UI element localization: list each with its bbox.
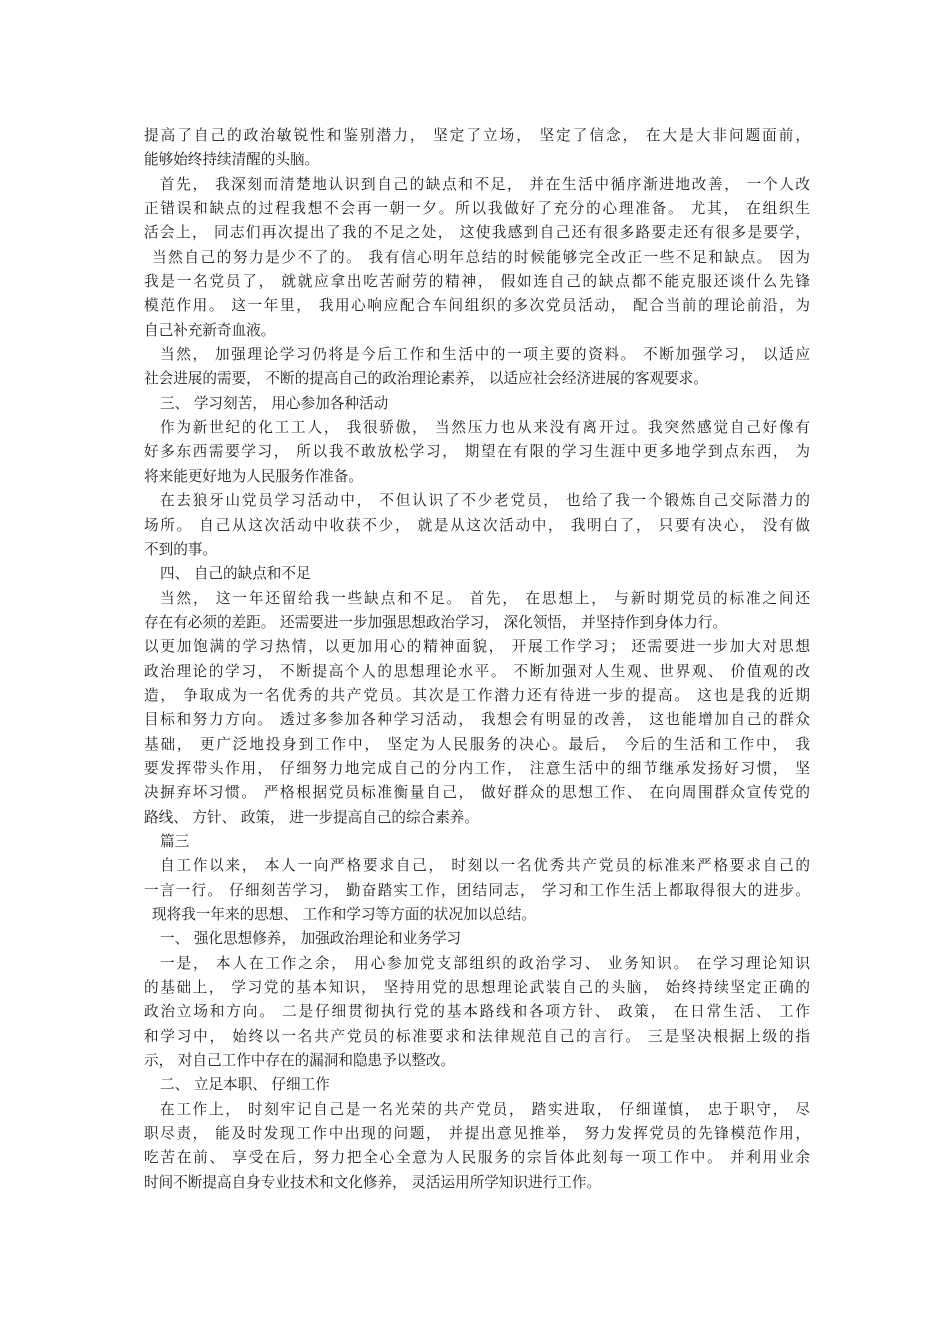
text-line: 一是， 本人在工作之余， 用心参加党支部组织的政治学习、 业务知识。 在学习理论知识	[160, 954, 810, 972]
text-line: 当然自己的努力是少不了的。 我有信心明年总结的时候能够完全改正一些不足和缺点。 因为	[152, 248, 810, 266]
text-line: 自工作以来， 本人一向严格要求自己， 时刻以一名优秀共产党员的标准来严格要求自己的	[160, 857, 810, 875]
text-line: 目标和努力方向。 透过多参加各种学习活动， 我想会有明显的改善， 这也能增加自己的群众	[144, 711, 810, 729]
section-heading: 篇三	[160, 832, 190, 850]
section-heading: 一、 强化思想修养， 加强政治理论和业务学习	[160, 930, 462, 948]
text-line: 决摒弃坏习惯。 严格根据党员标准衡量自己， 做好群众的思想工作、 在向周围群众宣传党的	[144, 784, 810, 802]
section-heading: 四、 自己的缺点和不足	[160, 565, 311, 583]
text-line: 以更加饱满的学习热情，以更加用心的精神面貌， 开展工作学习； 还需要进一步加大对思想	[144, 638, 810, 656]
text-line: 基础， 更广泛地投身到工作中， 坚定为人民服务的决心。最后， 今后的生活和工作中， 我	[144, 735, 810, 753]
text-line: 不到的事。	[144, 540, 217, 558]
text-line: 要发挥带头作用， 仔细努力地完成自己的分内工作， 注意生活中的细节继承发扬好习惯， 坚	[144, 759, 810, 777]
text-line: 提高了自己的政治敏锐性和鉴别潜力， 坚定了立场， 坚定了信念， 在大是大非问题面前，	[144, 127, 810, 144]
text-line: 政治理论的学习， 不断提高个人的思想理论水平。 不断加强对人生观、世界观、 价值观的改	[144, 662, 810, 680]
text-line: 作为新世纪的化工工人， 我很骄傲， 当然压力也从来没有离开过。我突然感觉自己好像有	[160, 419, 810, 437]
text-line: 存在有必须的差距。 还需要进一步加强思想政治学习， 深化领悟， 并坚持作到身体力行。	[144, 613, 728, 631]
section-heading: 二、 立足本职、 仔细工作	[160, 1076, 330, 1094]
text-line: 吃苦在前、 享受在后，努力把全心全意为人民服务的宗旨体此刻每一项工作中。 并利用业余	[144, 1149, 810, 1167]
text-line: 时间不断提高自身专业技术和文化修养， 灵活运用所学知识进行工作。	[144, 1173, 602, 1191]
text-line: 在工作上， 时刻牢记自己是一名光荣的共产党员， 踏实进取， 仔细谨慎， 忠于职守， 尽	[160, 1100, 810, 1118]
text-line: 的基础上， 学习党的基本知识， 坚持用党的思想理论武装自己的头脑， 始终持续坚定正确的	[144, 979, 810, 997]
text-line: 当然， 加强理论学习仍将是今后工作和生活中的一项主要的资料。 不断加强学习， 以适应	[160, 346, 810, 364]
text-line: 在去狼牙山党员学习活动中， 不但认识了不少老党员， 也给了我一个锻炼自己交际潜力的	[160, 492, 810, 510]
text-line: 当然， 这一年还留给我一些缺点和不足。 首先， 在思想上， 与新时期党员的标准之间还	[160, 589, 810, 607]
text-line: 政治立场和方向。 二是仔细贯彻执行党的基本路线和各项方针、 政策， 在日常生活、 工作	[144, 1003, 810, 1021]
text-line: 将来能更好地为人民服务作准备。	[144, 467, 363, 485]
section-heading: 三、 学习刻苦， 用心参加各种活动	[160, 394, 389, 412]
text-line: 社会进展的需要， 不断的提高自己的政治理论素养， 以适应社会经济进展的客观要求。	[144, 370, 708, 388]
text-line: 造， 争取成为一名优秀的共产党员。其次是工作潜力还有待进一步的提高。 这也是我的近期	[144, 686, 810, 704]
document-page	[144, 124, 810, 1195]
text-line: 场所。 自己从这次活动中收获不少， 就是从这次活动中， 我明白了， 只要有决心， 没有做	[144, 516, 810, 534]
text-line: 好多东西需要学习， 所以我不敢放松学习， 期望在有限的学习生涯中更多地学到点东西， 为	[144, 443, 810, 461]
text-line: 一言一行。 仔细刻苦学习， 勤奋踏实工作，团结同志， 学习和工作生活上都取得很大的进步。	[144, 881, 810, 899]
text-line: 我是一名党员了， 就就应拿出吃苦耐劳的精神， 假如连自己的缺点都不能克服还谈什么先锋	[144, 273, 810, 291]
text-line: 自己补充新奇血液。	[144, 321, 276, 339]
text-line: 和学习中， 始终以一名共产党员的标准要求和法律规范自己的言行。 三是坚决根据上级的指	[144, 1027, 810, 1045]
text-line: 示， 对自己工作中存在的漏洞和隐患予以整改。	[144, 1052, 456, 1070]
text-line: 能够始终持续清醒的头脑。	[144, 151, 320, 169]
text-line: 活会上， 同志们再次提出了我的不足之处， 这使我感到自己还有很多路要走还有很多是要学，	[144, 224, 810, 242]
text-line: 职尽责， 能及时发现工作中出现的问题， 并提出意见推举， 努力发挥党员的先锋模范作用，	[144, 1125, 810, 1143]
text-line: 正错误和缺点的过程我想不会再一朝一夕。所以我做好了充分的心理准备。 尤其， 在组织生	[144, 200, 810, 218]
text-line: 路线、 方针、 政策， 进一步提高自己的综合素养。	[144, 808, 479, 826]
text-line: 模范作用。 这一年里， 我用心响应配合车间组织的多次党员活动， 配合当前的理论前沿，为	[144, 297, 810, 315]
text-line: 首先， 我深刻而清楚地认识到自己的缺点和不足， 并在生活中循序渐进地改善， 一个人改	[160, 175, 810, 193]
text-line: 现将我一年来的思想、 工作和学习等方面的状况加以总结。	[152, 906, 537, 923]
